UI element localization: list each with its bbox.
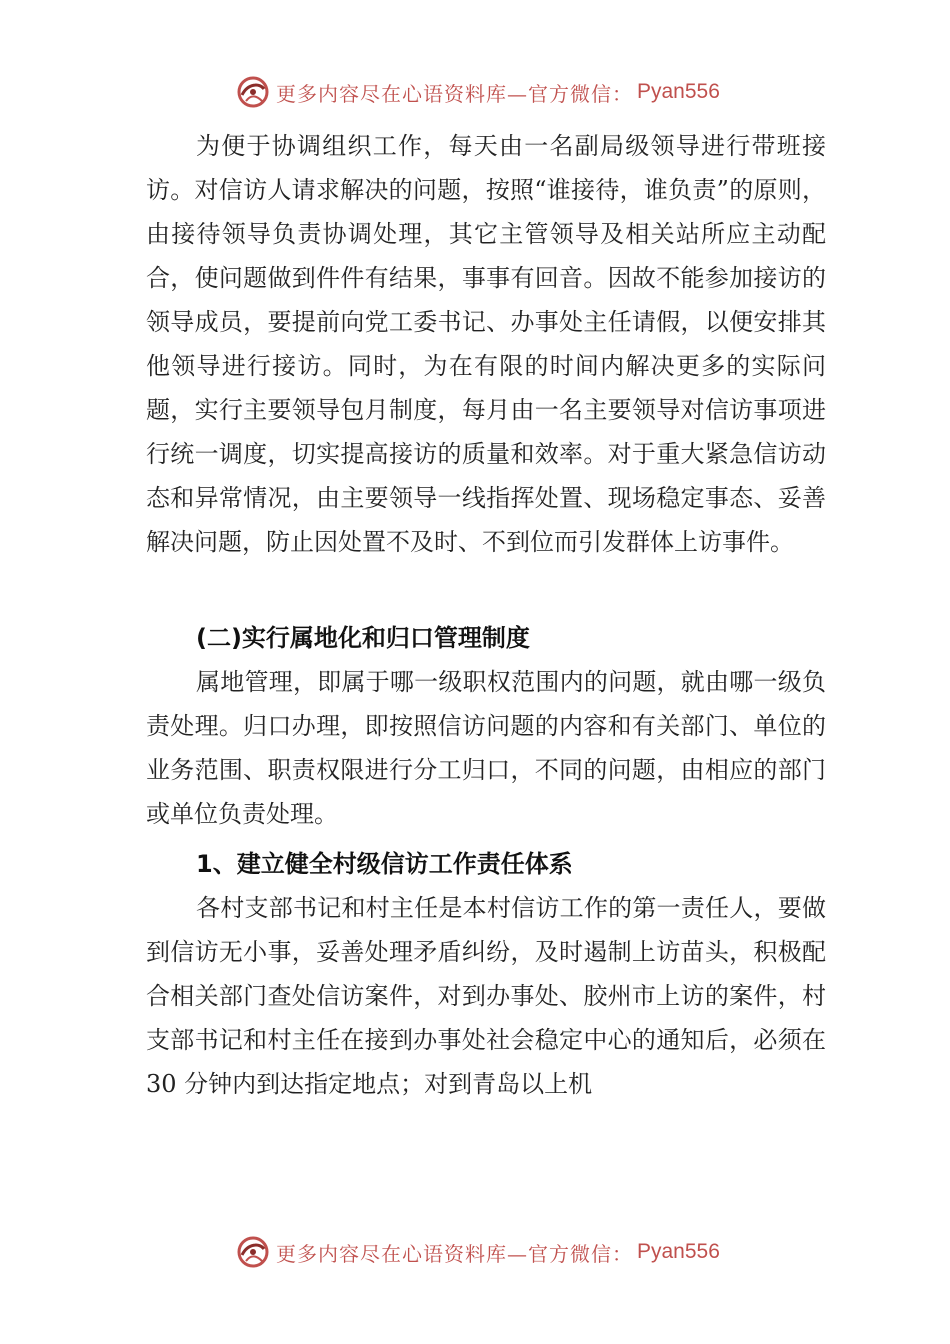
watermark-text: 更多内容尽在心语资料库—官方微信： [276,81,633,106]
footer-watermark [236,1234,720,1270]
header-watermark [236,74,720,110]
paragraph-reception-duty: 为便于协调组织工作，每天由一名副局级领导进行带班接访。对信访人请求解决的问题，按照“谁接待，谁负责”的原则，由接待领导负责协调处理，其它主管领导及相关站所应主动配合，使问题做到件件有结果，事事有回音。因故不能参加接访的领导成员，要提前向党工委书记、办事处主任请假，以便安排其他领导进行接访。同时，为在有限的时间内解决更多的实际问题，实行主要领导包月制度，每月由一名主要领导对信访事项进行统一调度，切实提高接访的质量和效率。对于重大紧急信访动态和异常情况，由主要领导一线指挥处置、现场稳定事态、妥善解决问题，防止因处置不及时、不到位而引发群体上访事件。 [146,132,826,556]
watermark-wechat-id: Pyan556 [637,80,720,103]
paragraph-village-responsibility: 各村支部书记和村主任是本村信访工作的第一责任人，要做到信访无小事，妥善处理矛盾纠纷，及时遏制上访苗头，积极配合相关部门查处信访案件，对到办事处、胶州市上访的案件，村支部书记和村主任在接到办事处社会稳定中心的通知后，必须在 30 分钟内到达指定地点；对到青岛以上机 [146,894,826,1098]
paragraph-territorial-management: 属地管理，即属于哪一级职权范围内的问题，就由哪一级负责处理。归口办理，即按照信访问题的内容和有关部门、单位的业务范围、职责权限进行分工归口，不同的问题，由相应的部门或单位负责处理。 [146,668,826,828]
watermark-text: 更多内容尽在心语资料库—官方微信： [276,1241,633,1266]
swirl-logo-icon [236,75,270,109]
section-heading-territorial-management: (二)实行属地化和归口管理制度 [196,624,530,652]
section-heading-village-responsibility: 1、建立健全村级信访工作责任体系 [196,850,573,878]
watermark-wechat-id: Pyan556 [637,1240,720,1263]
swirl-logo-icon [236,1235,270,1269]
